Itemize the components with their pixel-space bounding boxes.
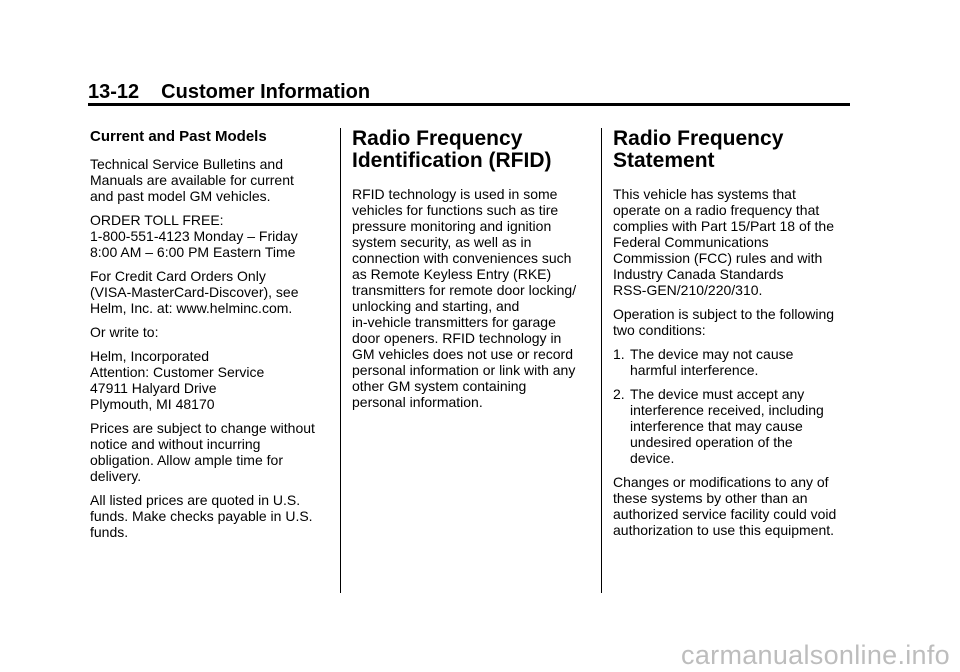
text-line: connection with conveniences such bbox=[352, 250, 572, 266]
text-line: undesired operation of the bbox=[630, 434, 793, 450]
column-rfid bbox=[352, 128, 597, 418]
text-line: in-vehicle transmitters for garage bbox=[352, 314, 556, 330]
text-line: RFID technology is used in some bbox=[352, 186, 558, 202]
text-line: Plymouth, MI 48170 bbox=[90, 396, 215, 412]
text-line: complies with Part 15/Part 18 of the bbox=[613, 218, 834, 234]
text-line: notice and without incurring bbox=[90, 436, 261, 452]
text-line: Federal Communications bbox=[613, 234, 769, 250]
conditions-list bbox=[613, 346, 858, 466]
column-divider bbox=[601, 128, 602, 593]
column-divider bbox=[340, 128, 341, 593]
paragraph bbox=[90, 324, 335, 340]
page-number: 13-12 bbox=[88, 81, 140, 103]
text-line: Changes or modifications to any of bbox=[613, 474, 829, 490]
heading-line: Radio Frequency bbox=[613, 127, 784, 150]
text-line: delivery. bbox=[90, 468, 142, 484]
section-body bbox=[352, 186, 597, 410]
text-line: Commission (FCC) rules and with bbox=[613, 250, 823, 266]
section-heading bbox=[613, 128, 858, 172]
text-line: Helm, Inc. at: www.helminc.com. bbox=[90, 300, 293, 316]
text-line: (VISA-MasterCard-Discover), see bbox=[90, 284, 299, 300]
text-line: two conditions: bbox=[613, 322, 706, 338]
heading-line: Identification (RFID) bbox=[352, 149, 552, 172]
heading-line: Radio Frequency bbox=[352, 127, 523, 150]
paragraph bbox=[613, 306, 858, 338]
column-current-past-models bbox=[90, 128, 335, 548]
text-line: This vehicle has systems that bbox=[613, 186, 796, 202]
text-line: Technical Service Bulletins and bbox=[90, 156, 283, 172]
text-line: system security, as well as in bbox=[352, 234, 532, 250]
paragraph bbox=[90, 268, 335, 316]
text-line: funds. bbox=[90, 524, 129, 540]
heading-line: Statement bbox=[613, 149, 715, 172]
text-line: and past model GM vehicles. bbox=[90, 188, 271, 204]
text-line: operate on a radio frequency that bbox=[613, 202, 820, 218]
text-line: Prices are subject to change without bbox=[90, 420, 315, 436]
text-line: obligation. Allow ample time for bbox=[90, 452, 283, 468]
paragraph bbox=[613, 474, 858, 538]
text-line: personal information or link with any bbox=[352, 362, 576, 378]
text-line: as Remote Keyless Entry (RKE) bbox=[352, 266, 552, 282]
text-line: Or write to: bbox=[90, 324, 159, 340]
text-line: All listed prices are quoted in U.S. bbox=[90, 492, 301, 508]
page-header bbox=[88, 80, 370, 104]
watermark: carmanualsonline.info bbox=[681, 640, 950, 670]
text-line: transmitters for remote door locking/ bbox=[352, 282, 577, 298]
list-marker: 1. bbox=[613, 346, 625, 362]
text-line: authorized service facility could void bbox=[613, 506, 837, 522]
text-line: interference that may cause bbox=[630, 418, 803, 434]
text-line: pressure monitoring and ignition bbox=[352, 218, 552, 234]
text-line: 1-800-551-4123 Monday – Friday bbox=[90, 228, 298, 244]
text-line: Attention: Customer Service bbox=[90, 364, 265, 380]
text-line: personal information. bbox=[352, 394, 483, 410]
text-line: For Credit Card Orders Only bbox=[90, 268, 266, 284]
list-item bbox=[613, 346, 858, 378]
text-line: vehicles for functions such as tire bbox=[352, 202, 559, 218]
section-body bbox=[90, 156, 335, 540]
text-line: 8:00 AM – 6:00 PM Eastern Time bbox=[90, 244, 296, 260]
text-line: device. bbox=[630, 450, 675, 466]
text-line: Operation is subject to the following bbox=[613, 306, 835, 322]
text-line: harmful interference. bbox=[630, 362, 759, 378]
section-heading: Current and Past Models bbox=[90, 128, 267, 145]
text-line: 47911 Halyard Drive bbox=[90, 380, 217, 396]
paragraph bbox=[90, 492, 335, 540]
text-line: Industry Canada Standards bbox=[613, 266, 784, 282]
text-line: ORDER TOLL FREE: bbox=[90, 212, 224, 228]
list-marker: 2. bbox=[613, 386, 625, 402]
section-heading bbox=[352, 128, 597, 172]
paragraph bbox=[90, 348, 335, 412]
paragraph bbox=[90, 156, 335, 204]
paragraph bbox=[90, 212, 335, 260]
text-line: authorization to use this equipment. bbox=[613, 522, 835, 538]
text-line: these systems by other than an bbox=[613, 490, 808, 506]
paragraph bbox=[352, 186, 597, 410]
text-line: other GM system containing bbox=[352, 378, 527, 394]
text-line: interference received, including bbox=[630, 402, 824, 418]
paragraph bbox=[90, 420, 335, 484]
text-line: The device must accept any bbox=[630, 386, 805, 402]
text-line: Manuals are available for current bbox=[90, 172, 294, 188]
paragraph bbox=[613, 186, 858, 298]
text-line: funds. Make checks payable in U.S. bbox=[90, 508, 313, 524]
text-line: RSS-GEN/210/220/310. bbox=[613, 282, 763, 298]
text-line: Helm, Incorporated bbox=[90, 348, 210, 364]
text-line: The device may not cause bbox=[630, 346, 794, 362]
text-line: door openers. RFID technology in bbox=[352, 330, 562, 346]
list-item bbox=[613, 386, 858, 466]
text-line: unlocking and starting, and bbox=[352, 298, 520, 314]
header-rule bbox=[88, 103, 850, 106]
text-line: GM vehicles does not use or record bbox=[352, 346, 573, 362]
column-radio-frequency-statement bbox=[613, 128, 858, 546]
section-title: Customer Information bbox=[161, 81, 371, 103]
